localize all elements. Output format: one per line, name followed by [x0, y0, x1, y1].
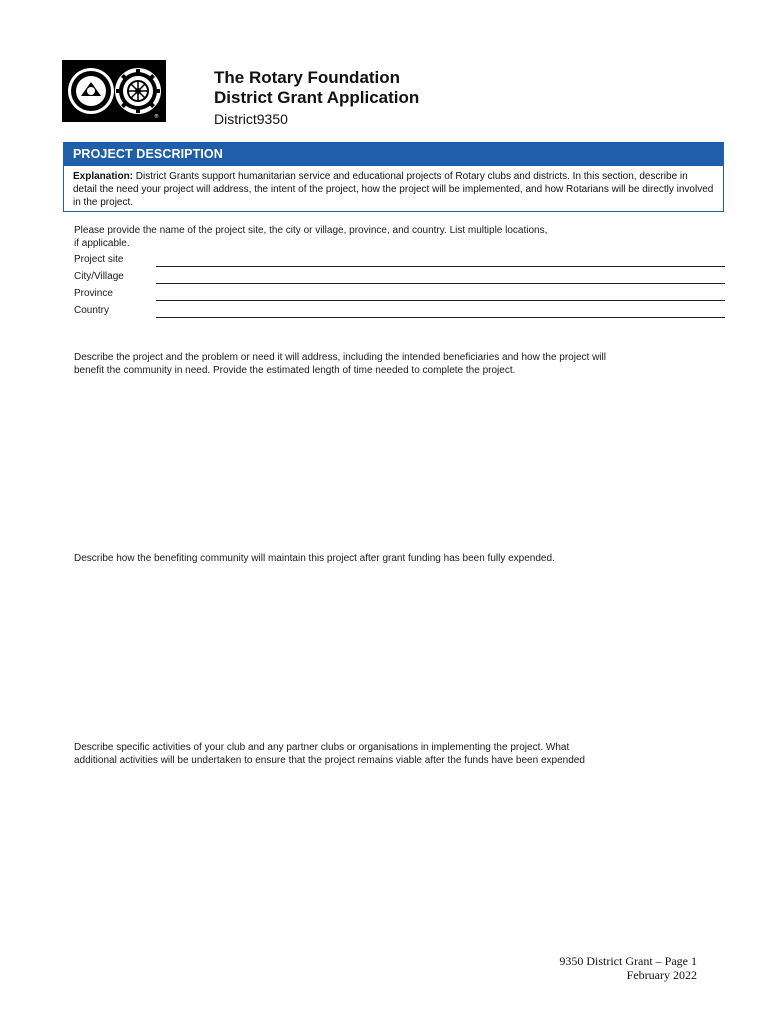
explanation-label: Explanation: [73, 171, 134, 182]
location-prompt-line2: if applicable. [74, 238, 130, 249]
country-label: Country [74, 305, 110, 316]
city-village-field[interactable] [74, 270, 725, 284]
province-field[interactable] [74, 287, 725, 301]
question-2: Describe how the benefiting community will maintain this project after grant funding has been fully expended. [74, 553, 555, 564]
project-site-label: Project site [74, 254, 124, 265]
page-footer [559, 954, 697, 982]
province-input-line[interactable] [156, 300, 725, 301]
application-title: District Grant Application [214, 88, 420, 107]
question-3-line2: additional activities will be undertaken to ensure that the project remains viable after the funds have been expended [74, 755, 585, 766]
city-village-label: City/Village [74, 271, 124, 282]
footer-page-number: 9350 District Grant – Page 1 [559, 954, 697, 968]
explanation-text: District Grants support humanitarian service and educational projects of Rotary clubs and districts. In this section, describe in detail the need your project will address, the intent of the project, how the project will be implemented, and how Rotarians will be directly involved in the project. [73, 171, 714, 208]
section-heading: PROJECT DESCRIPTION [64, 143, 723, 166]
rotary-foundation-logo-icon [62, 60, 166, 122]
district-label: District9350 [214, 111, 288, 127]
project-description-section [63, 142, 724, 212]
svg-text:®: ® [154, 114, 159, 120]
project-site-field[interactable] [74, 253, 725, 267]
question-3-line1: Describe specific activities of your club and any partner clubs or organisations in implementing the project. What [74, 742, 570, 753]
city-village-input-line[interactable] [156, 283, 725, 284]
question-1-line2: benefit the community in need. Provide the estimated length of time needed to complete the project. [74, 365, 516, 376]
location-prompt-line1: Please provide the name of the project site, the city or village, province, and country. List multiple locations, [74, 225, 548, 236]
country-field[interactable] [74, 304, 725, 318]
explanation-paragraph [64, 166, 723, 209]
province-label: Province [74, 288, 113, 299]
foundation-title: The Rotary Foundation [214, 68, 401, 87]
document-title-block [214, 68, 419, 129]
country-input-line[interactable] [156, 317, 725, 318]
footer-date: February 2022 [626, 968, 697, 982]
question-1-line1: Describe the project and the problem or need it will address, including the intended beneficiaries and how the project will [74, 352, 606, 363]
project-site-input-line[interactable] [156, 266, 725, 267]
